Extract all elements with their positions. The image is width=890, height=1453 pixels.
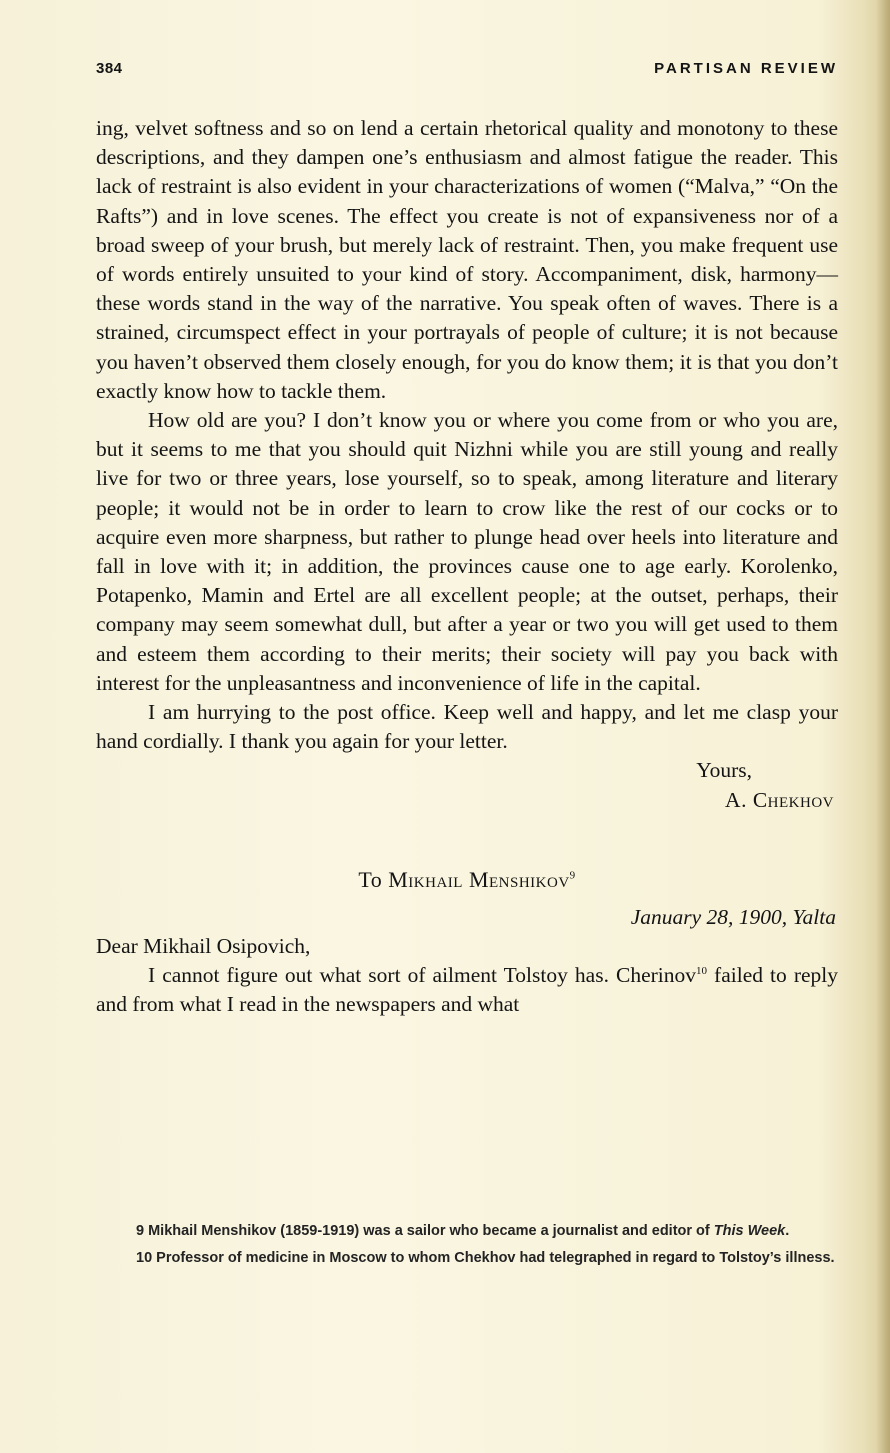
paragraph: ing, velvet softness and so on lend a certain rhetorical quality and monotony to these descriptions, and they dampen one’s enthusiasm and almost fatigue the reader. This lack of restraint is also evident in your characterizations of women (“Malva,” “On the Rafts”) and in love scenes. The effect you create is not of expansiveness nor of a broad sweep of your brush, but merely lack of restraint. Then, you make frequent use of words entirely unsuited to your kind of story. Accompaniment, disk, harmony—these words stand in the way of the narrative. You speak often of waves. There is a strained, circumspect effect in your portrayals of people of culture; it is not because you haven’t observed them closely enough, for you do know them; it is that you don’t exactly know how to tackle them. <box>96 116 838 403</box>
page-number: 384 <box>96 60 123 77</box>
body-text <box>96 114 838 1020</box>
closing-yours: Yours, <box>696 758 752 783</box>
dateline: January 28, 1900, Yalta <box>630 904 836 929</box>
footnote-text: 10 Professor of medicine in Moscow to whom Chekhov had telegraphed in regard to Tolstoy’s illness. <box>136 1250 835 1266</box>
paragraph: I am hurrying to the post office. Keep well and happy, and let me clasp your hand cordially. I thank you again for your letter. <box>96 700 838 754</box>
paragraph <box>96 961 838 1019</box>
footnote-italic: This Week <box>713 1223 786 1239</box>
paragraph: How old are you? I don’t know you or where you come from or who you are, but it seems to me that you should quit Nizhni while you are still young and really live for two or three years, lose yourself, so to speak, among literature and literary people; it would not be in order to learn to crow like the rest of our cocks or to acquire even more sharpness, but rather to plunge head over heels into literature and fall in love with it; in addition, the provinces cause one to age early. Korolenko, Potapenko, Mamin and Ertel are all excellent people; at the outset, perhaps, their company may seem somewhat dull, but after a year or two you will get used to them and esteem them according to their merits; their society will pay you back with interest for the unpleasantness and inconvenience of life in the capital. <box>96 408 838 695</box>
signature: A. Chekhov <box>725 787 834 812</box>
page-spine-shadow <box>876 0 890 1453</box>
letter-heading <box>96 865 838 895</box>
footnote-end: . <box>785 1223 790 1239</box>
footnote-ref: 10 <box>696 965 708 978</box>
footnote <box>96 1249 838 1268</box>
page-header <box>96 60 838 90</box>
heading-prefix: To <box>358 866 389 892</box>
footnote-ref: 9 <box>569 869 576 882</box>
footnotes <box>96 1222 838 1276</box>
footnote-text: 9 Mikhail Menshikov (1859-1919) was a sailor who became a journalist and editor of <box>136 1223 714 1239</box>
heading-name: Mikhail Menshikov <box>388 866 570 892</box>
paragraph-end: failed to reply and from what I read in the newspapers and what <box>96 963 838 1017</box>
paragraph-start: I cannot figure out what sort of ailment Tolstoy has. Cherinov <box>148 963 697 988</box>
running-head: PARTISAN REVIEW <box>654 60 838 77</box>
salutation: Dear Mikhail Osipovich, <box>96 934 311 959</box>
footnote <box>96 1222 838 1241</box>
